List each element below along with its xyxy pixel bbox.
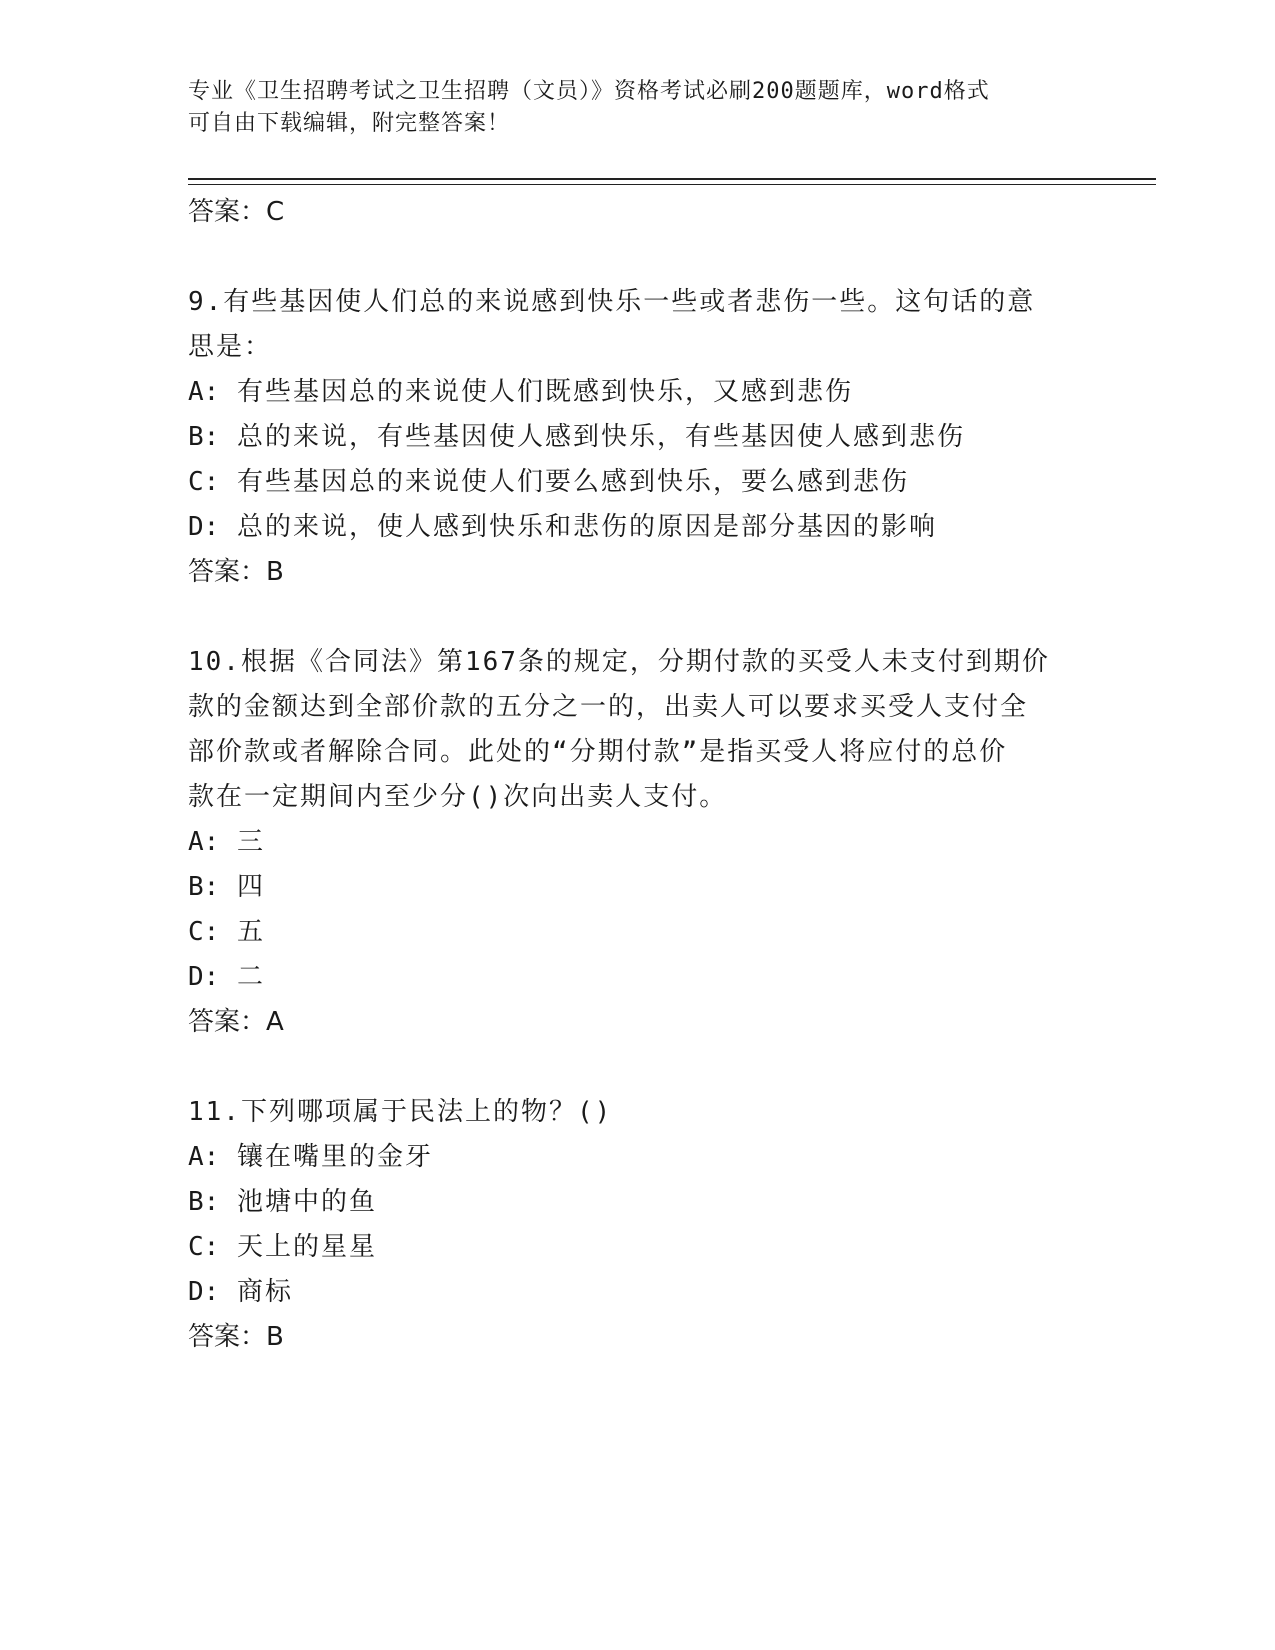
option-text: 总的来说，有些基因使人感到快乐，有些基因使人感到悲伤: [236, 422, 965, 452]
option-key: C:: [188, 1232, 220, 1262]
option-key: D:: [188, 1277, 220, 1307]
option-a: [188, 1135, 1088, 1180]
option-c: [188, 1225, 1088, 1270]
question-9: [188, 280, 1088, 594]
document-header: [188, 76, 1088, 140]
stem-line: 9.有些基因使人们总的来说感到快乐一些或者悲伤一些。这句话的意: [188, 287, 1036, 317]
option-a: [188, 820, 1088, 865]
option-key: C:: [188, 467, 220, 497]
option-key: A:: [188, 827, 220, 857]
option-key: C:: [188, 917, 220, 947]
option-key: D:: [188, 512, 220, 542]
option-text: 有些基因总的来说使人们要么感到快乐，要么感到悲伤: [236, 467, 909, 497]
stem-line: 款在一定期间内至少分()次向出卖人支付。: [188, 782, 728, 812]
option-key: A:: [188, 1142, 220, 1172]
option-text: 三: [236, 827, 265, 857]
question-stem: [188, 1090, 1088, 1135]
question-stem: [188, 280, 1088, 370]
stem-line: 部价款或者解除合同。此处的“分期付款”是指买受人将应付的总价: [188, 737, 1008, 767]
header-rule-thin: [188, 184, 1156, 185]
question-11: [188, 1090, 1088, 1359]
option-d: [188, 955, 1088, 1000]
option-text: 总的来说，使人感到快乐和悲伤的原因是部分基因的影响: [236, 512, 937, 542]
option-a: [188, 370, 1088, 415]
option-d: [188, 505, 1088, 550]
option-b: [188, 1180, 1088, 1225]
option-text: 镶在嘴里的金牙: [236, 1142, 433, 1172]
option-key: B:: [188, 872, 220, 902]
header-line: 专业《卫生招聘考试之卫生招聘（文员）》资格考试必刷200题题库，word格式: [188, 79, 990, 104]
answer-line: 答案：B: [188, 557, 284, 587]
option-b: [188, 415, 1088, 460]
option-text: 池塘中的鱼: [236, 1187, 377, 1217]
option-text: 五: [236, 917, 265, 947]
option-c: [188, 460, 1088, 505]
option-text: 天上的星星: [236, 1232, 377, 1262]
option-text: 二: [236, 962, 265, 992]
option-text: 四: [236, 872, 265, 902]
option-b: [188, 865, 1088, 910]
stem-line: 思是：: [188, 332, 273, 362]
option-key: D:: [188, 962, 220, 992]
option-d: [188, 1270, 1088, 1315]
option-c: [188, 910, 1088, 955]
header-rule: [188, 178, 1156, 180]
option-key: A:: [188, 377, 220, 407]
option-text: 有些基因总的来说使人们既感到快乐，又感到悲伤: [236, 377, 853, 407]
answer-line: 答案：C: [188, 197, 285, 227]
stem-line: 10.根据《合同法》第167条的规定，分期付款的买受人未支付到期价: [188, 647, 1050, 677]
option-text: 商标: [236, 1277, 293, 1307]
option-key: B:: [188, 1187, 220, 1217]
answer-line: 答案：B: [188, 1322, 284, 1352]
question-stem: [188, 640, 1088, 820]
stem-line: 款的金额达到全部价款的五分之一的，出卖人可以要求买受人支付全: [188, 692, 1029, 722]
option-key: B:: [188, 422, 220, 452]
answer-line: 答案：A: [188, 1007, 284, 1037]
header-line: 可自由下载编辑，附完整答案！: [188, 111, 511, 136]
stem-line: 11.下列哪项属于民法上的物？(): [188, 1097, 613, 1127]
question-10: [188, 640, 1088, 1044]
document-body: [188, 190, 1088, 1359]
